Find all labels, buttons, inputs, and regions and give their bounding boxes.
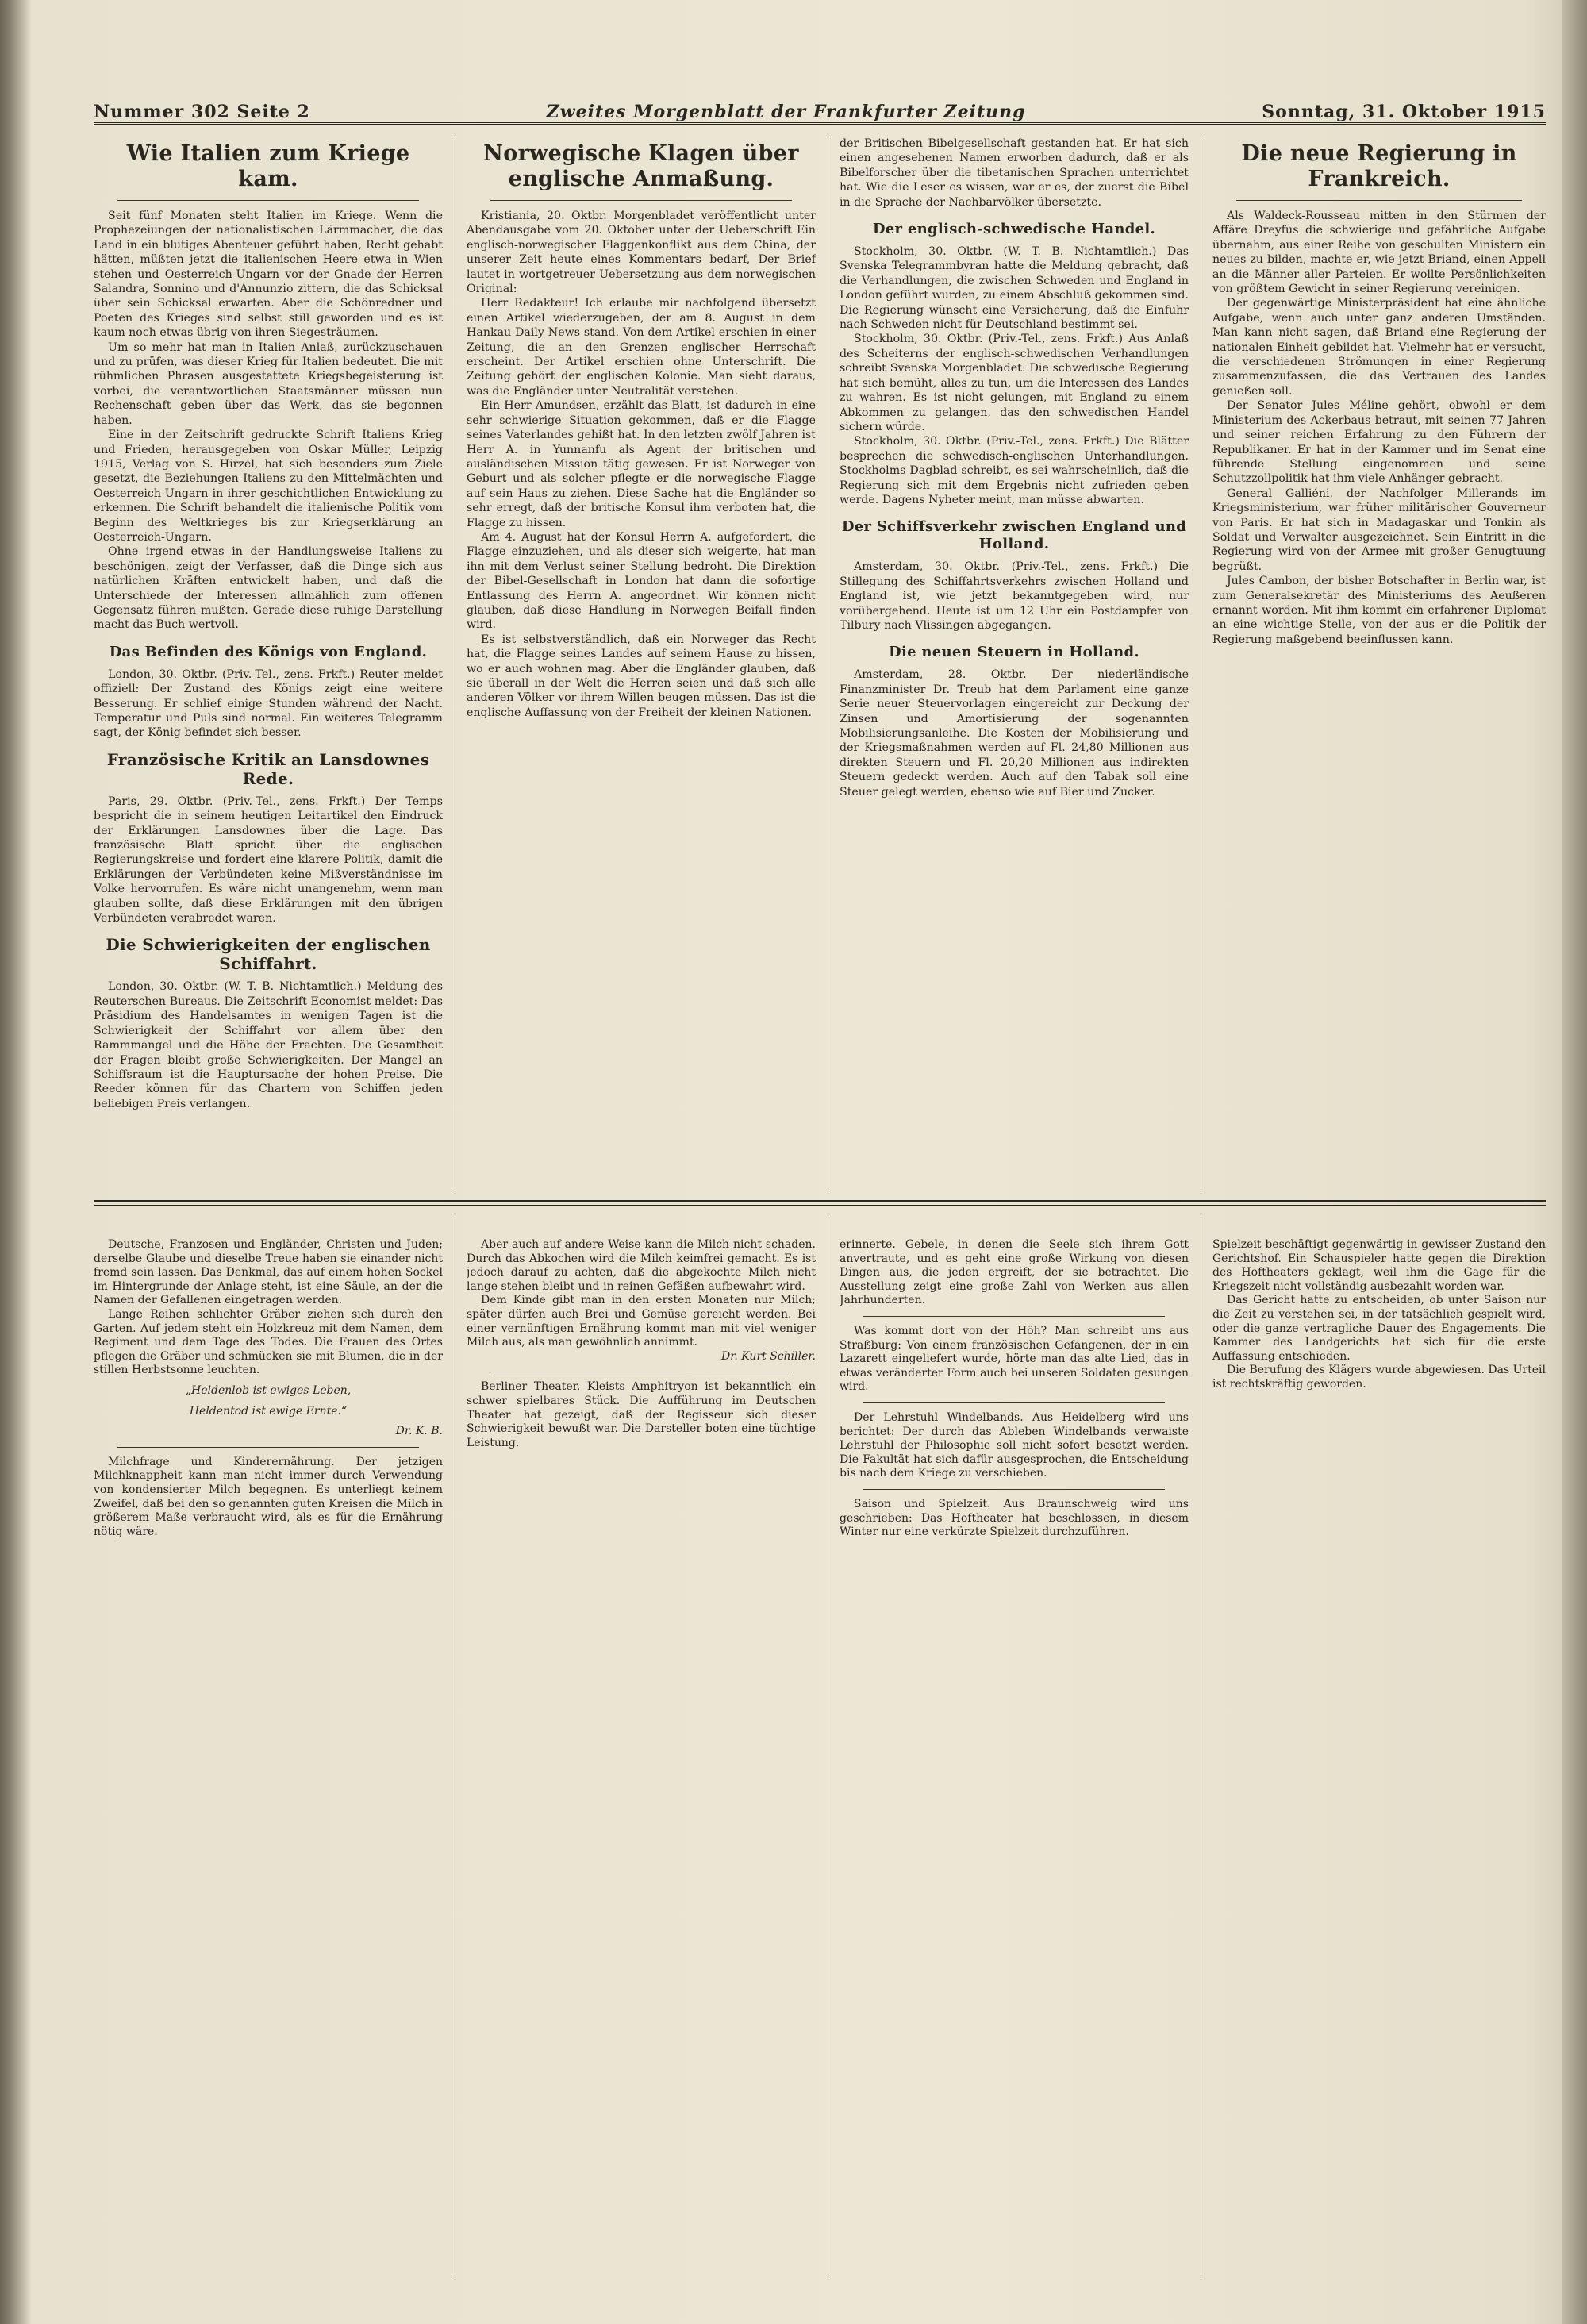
article-paragraph: Der gegenwärtige Ministerpräsident hat eine ähnliche Aufgabe, wenn auch unter ganz anderen Umständen. Man kann nicht sagen, daß Briand eine Regierung der nationalen Einheit gebildet hat. Vielmehr hat er versucht, die verschiedenen Strömungen in einer Regierung zusammenzufassen, die das Vertrauen des Landes genießen soll.: [1212, 297, 1546, 398]
verse-line: „Heldenlob ist ewiges Leben,: [185, 1383, 352, 1397]
column-3: [840, 137, 1189, 1180]
article-paragraph: London, 30. Oktbr. (Priv.-Tel., zens. Frkft.) Reuter meldet offiziell: Der Zustand des Königs zeigt eine weitere Besserung. Er schlief einige Stunden während der Nacht. Temperatur und Puls sind normal. Ein weiteres Telegramm sagt, der König befindet sich besser.: [94, 668, 443, 740]
masthead: [94, 95, 1546, 125]
subheadline-handel: Der englisch-schwedische Handel.: [872, 221, 1156, 238]
article-paragraph: Stockholm, 30. Oktbr. (W. T. B. Nichtamtlich.) Das Svenska Telegrammbyran hatte die Meldung gebracht, daß die Verhandlungen, die zwischen Schweden und England in London geführt wurden, zu einem Abschluß gekommen sind. Die Regierung wünscht eine Versicherung, daß die Einfuhr nach Schweden nicht für Deutschland bestimmt sei.: [840, 245, 1189, 332]
feuilleton-paragraph: Saison und Spielzeit. Aus Braunschweig wird uns geschrieben: Das Hoftheater hat beschlossen, in diesem Winter nur eine verkürzte Spielzeit durchzuführen.: [840, 1497, 1189, 1539]
feuilleton-paragraph: Die Berufung des Klägers wurde abgewiesen. Das Urteil ist rechtskräftig geworden.: [1212, 1364, 1546, 1391]
article-paragraph: Herr Redakteur! Ich erlaube mir nachfolgend übersetzt einen Artikel wiederzugeben, der am 8. August in dem Hankau Daily News stand. Von dem Artikel erschien in einer Zeitung, die an den Grenzen englischer Herrschaft erscheint. Der Artikel erschien ohne Unterschrift. Die Zeitung gehört der englischen Kolonie. Man sieht daraus, was die Engländer unter Neutralität verstehen.: [467, 297, 816, 398]
article-paragraph: London, 30. Oktbr. (W. T. B. Nichtamtlich.) Meldung des Reuterschen Bureaus. Die Zeitschrift Economist meldet: Das Präsidium des Handelsamtes in wenigen Tagen ist die Schwierigkeit der Schiffahrt vor allem über den Rammmangel und die Höhe der Frachten. Die Gesamtheit der Fragen bleibt große Schwierigkeiten. Der Mangel an Schiffsraum ist die Hauptursache der hohen Preise. Die Reeder können für das Chartern von Schiffen jeden beliebigen Preis verlangen.: [94, 980, 443, 1110]
column-4: [1212, 137, 1546, 1180]
feuilleton-paragraph: Milchfrage und Kinderernährung. Der jetzigen Milchknappheit kann man nicht immer durch Verwendung von kondensierter Milch begegnen. Es unterliegt keinem Zweifel, daß bei den so genannten guten Kreisen die Milch in größerem Maße verbraucht wird, als es für die Ernährung nötig wäre.: [94, 1455, 443, 1538]
newspaper-title: Zweites Morgenblatt der Frankfurter Zeitung: [546, 102, 1026, 122]
divider: [863, 1316, 1165, 1317]
article-paragraph: Amsterdam, 28. Oktbr. Der niederländische Finanzminister Dr. Treub hat dem Parlament eine ganze Serie neuer Steuervorlagen eingereicht zur Deckung der Zinsen und Amortisierung der sogenannten Mobilisierungsanleihe. Die Kosten der Mobilisierung und der Kriegsmaßnahmen werden auf Fl. 24,80 Millionen aus direkten Steuern und Fl. 20,20 Millionen aus indirekten Steuern gedeckt werden. Auch auf den Tabak soll eine Steuer gelegt werden, ebenso wie auf Bier und Zucker.: [840, 668, 1189, 798]
article-paragraph: Stockholm, 30. Oktbr. (Priv.-Tel., zens. Frkft.) Aus Anlaß des Scheiterns der englisch-schwedischen Verhandlungen schreibt Svenska Morgenbladet: Die schwedische Regierung hat sich bemüht, alles zu tun, um die Interessen des Landes zu wahren. Es ist nicht gelungen, mit England zu einem Abkommen zu gelangen, das den schwedischen Handel sichern würde.: [840, 333, 1189, 433]
feuilleton-paragraph: Deutsche, Franzosen und Engländer, Christen und Juden; derselbe Glaube und dieselbe Treue haben sie einander nicht fremd sein lassen. Das Denkmal, das auf einem hohen Sockel im Hintergrunde der Anlage steht, ist eine Säule, an der die Namen der Gefallenen eingetragen werden.: [94, 1238, 443, 1307]
divider: [117, 200, 419, 201]
headline-italien: Wie Italien zum Kriege kam.: [126, 141, 410, 191]
headline-norwegen: Norwegische Klagen über englische Anmaßung.: [483, 141, 799, 191]
article-paragraph: Als Waldeck-Rousseau mitten in den Stürmen der Affäre Dreyfus die schwierige und gefährliche Aufgabe übernahm, aus einer Reihe von geschulten Ministern ein neues zu bilden, machte er, wie jetzt Briand, einen Appell an die Männer aller Parteien. Er wollte Persönlichkeiten von größtem Gewicht in seiner Regierung vereinigen.: [1212, 210, 1546, 296]
issue-date: Sonntag, 31. Oktober 1915: [1262, 102, 1546, 122]
feuilleton-column-3: [840, 1238, 1189, 2278]
author-signature: Dr. Kurt Schiller.: [721, 1349, 816, 1363]
page-content: [94, 95, 1562, 2294]
feuilleton-column-1: [94, 1238, 443, 2278]
article-paragraph: Seit fünf Monaten steht Italien im Kriege. Wenn die Prophezeiungen der nationalistischen Lärmmacher, die das Land in ein blutiges Abenteuer geführt haben, Recht gehabt hätten, müßten jetzt die italienischen Heere etwa in Wien stehen und Oesterreich-Ungarn vor der Gnade der Herren Salandra, Sonnino und d'Annunzio zittern, die das Schicksal über sein Schicksal erwarten. Aber die Schönredner und Poeten des Krieges sind selbst still geworden und es ist kaum noch etwas übrig von ihren Siegesträumen.: [94, 210, 443, 340]
column-2: [467, 137, 816, 1180]
feuilleton-paragraph: Das Gericht hatte zu entscheiden, ob unter Saison nur die Zeit zu verstehen sei, in der tatsächlich gespielt wird, oder die ganze vertragliche Dauer des Engagements. Die Kammer des Landgerichts hat sich für die erste Auffassung entschieden.: [1212, 1294, 1546, 1363]
feuilleton-column-4: [1212, 1238, 1546, 2278]
binding-spine: [1562, 0, 1587, 2324]
article-paragraph: Amsterdam, 30. Oktbr. (Priv.-Tel., zens. Frkft.) Die Stillegung des Schiffahrtsverkehrs zwischen Holland und England ist, wie jetzt bekanntgegeben wird, nur vorübergehend. Heute ist um 12 Uhr ein Postdampfer von Tilbury nach Vlissingen abgegangen.: [840, 560, 1189, 632]
divider: [863, 1489, 1165, 1490]
divider: [863, 1402, 1165, 1403]
article-paragraph: Jules Cambon, der bisher Botschafter in Berlin war, ist zum Generalsekretär des Ministeriums des Aeußeren ernannt worden. Mit ihm kommt ein erfahrener Diplomat an eine wichtige Stelle, von der aus er die Politik der Regierung maßgebend beeinflussen kann.: [1212, 575, 1546, 646]
article-paragraph: Ohne irgend etwas in der Handlungsweise Italiens zu beschönigen, zeigt der Verfasser, daß die Dinge sich aus natürlichen Kräften entwickelt haben, und daß die Unterschiede der Interessen allmählich zum offenen Gegensatz führen mußten. Gerade diese ruhige Darstellung macht das Buch wertvoll.: [94, 545, 443, 632]
article-paragraph: Eine in der Zeitschrift gedruckte Schrift Italiens Krieg und Frieden, herausgegeben von Oskar Müller, Leipzig 1915, Verlag von S. Hirzel, hat sich besonders zum Ziele gesetzt, die Beziehungen Italiens zu den Mittelmächten und Oesterreich-Ungarn in ihrer geschichtlichen Entwicklung zu erkennen. Die Schrift behandelt die italienische Politik vom Beginn des Weltkrieges bis zur Kriegserklärung an Oesterreich-Ungarn.: [94, 429, 443, 544]
feuilleton-separator: [94, 1205, 1546, 1206]
subheadline-lansdowne: Französische Kritik an Lansdownes Rede.: [106, 749, 430, 788]
subheadline-schiffsverkehr: Der Schiffsverkehr zwischen England und Holland.: [841, 518, 1187, 553]
article-paragraph: Ein Herr Amundsen, erzählt das Blatt, ist dadurch in eine sehr schwierige Situation gekommen, daß er die Flagge seines Vaterlandes gehißt hat. In den letzten zwölf Jahren ist Herr A. in Yunnanfu als Agent der britischen und ausländischen Mission tätig gewesen. Er ist Norweger von Geburt und als solcher pflegte er die norwegische Flagge auf sein Haus zu ziehen. Diese Sache hat die Engländer so sehr erregt, daß der britische Konsul ihm verboten hat, die Flagge zu hissen.: [467, 399, 816, 529]
divider: [117, 1447, 419, 1448]
article-paragraph: Es ist selbstverständlich, daß ein Norweger das Recht hat, die Flagge seines Landes auf seinem Hause zu hissen, wo er auch wohnen mag. Aber die Engländer glauben, daß sie überall in der Welt die Herren seien und daß sich alle anderen Völker vor ihrem Willen beugen müssen. Das ist die englische Auffassung von der Freiheit der kleinen Nationen.: [467, 633, 816, 719]
divider: [1236, 200, 1522, 201]
subheadline-schiffahrt: Die Schwierigkeiten der englischen Schiffahrt.: [106, 935, 431, 974]
divider: [490, 200, 792, 201]
article-paragraph: Paris, 29. Oktbr. (Priv.-Tel., zens. Frkft.) Der Temps bespricht die in seinem heutigen Leitartikel den Eindruck der Erklärungen Lansdownes über die Lage. Das französische Blatt spricht über die englischen Regierungskreise und fordert eine klarere Politik, damit die Erklärungen der Verbündeten keine Mißverständnisse im Volke hervorrufen. Es wäre nicht unangenehm, wenn man glauben sollte, daß diese Erklärungen mit den übrigen Verbündeten verabredet waren.: [94, 795, 443, 925]
headline-frankreich: Die neue Regierung in Frankreich.: [1241, 141, 1517, 191]
verse-line: Heldentod ist ewige Ernte.“: [189, 1404, 348, 1418]
feuilleton-paragraph: Spielzeit beschäftigt gegenwärtig in gewisser Zustand den Gerichtshof. Ein Schauspieler hatte gegen die Direktion des Hoftheaters geklagt, weil ihm die Gage für die Kriegszeit nicht vollständig ausbezahlt worden war.: [1212, 1238, 1546, 1293]
article-paragraph: Stockholm, 30. Oktbr. (Priv.-Tel., zens. Frkft.) Die Blätter besprechen die schwedisch-englischen Unterhandlungen. Stockholms Dagblad schreibt, es sei wahrscheinlich, daß die Regierung sich mit dem Ergebnis nicht zufrieden geben werde. Dagens Nyheter meint, man müsse abwarten.: [840, 435, 1189, 506]
article-paragraph: Am 4. August hat der Konsul Herrn A. aufgefordert, die Flagge einzuziehen, und als dieser sich weigerte, hat man ihn mit dem Verlust seiner Stellung bedroht. Die Direktion der Bibel-Gesellschaft in London hat dann die sofortige Entlassung des Herrn A. angeordnet. Wir können nicht glauben, daß diese Handlung in Norwegen Beifall finden wird.: [467, 530, 816, 632]
subheadline-koenig: Das Befinden des Königs von England.: [109, 643, 428, 660]
feuilleton-paragraph: Lange Reihen schlichter Gräber ziehen sich durch den Garten. Auf jedem steht ein Holzkreuz mit dem Namen, dem Regiment und dem Tage des Todes. Die Frauen des Ortes pflegen die Gräber und schmücken sie mit Blumen, die in der stillen Herbstsonne leuchten.: [94, 1307, 443, 1377]
feuilleton-paragraph: Dem Kinde gibt man in den ersten Monaten nur Milch; später dürfen auch Brei und Gemüse gereicht werden. Bei einer vernünftigen Ernährung kommt man mit viel weniger Milch aus, als man gewöhnlich annimmt.: [467, 1294, 816, 1349]
feuilleton-separator: [94, 1200, 1546, 1202]
subheadline-steuern: Die neuen Steuern in Holland.: [889, 644, 1139, 661]
column-1: [94, 137, 443, 1180]
feuilleton-paragraph: Was kommt dort von der Höh? Man schreibt uns aus Straßburg: Von einem französischen Gefangenen, der in ein Lazarett eingeliefert wurde, hörte man das alte Lied, das in etwas veränderter Form auch bei unseren Soldaten gesungen wird.: [840, 1324, 1189, 1394]
article-paragraph: Der Senator Jules Méline gehört, obwohl er dem Ministerium des Ackerbaus betraut, mit seinen 77 Jahren und seiner reichen Erfahrung zu den Führern der Republikaner. Er hat in der Kammer und im Senat eine führende Stellung eingenommen und seine Schutzzollpolitik hat ihm viele Anhänger gebracht.: [1212, 399, 1546, 486]
feuilleton-paragraph: Berliner Theater. Kleists Amphitryon ist bekanntlich ein schwer spielbares Stück. Die Aufführung im Deutschen Theater hat gezeigt, daß der Regisseur sich dieser Schwierigkeit bewußt war. Die Darsteller boten eine tüchtige Leistung.: [467, 1380, 816, 1449]
feuilleton-paragraph: Der Lehrstuhl Windelbands. Aus Heidelberg wird uns berichtet: Der durch das Ableben Windelbands verwaiste Lehrstuhl der Philosophie soll nicht sofort besetzt werden. Die Fakultät hat sich dafür ausgesprochen, die Entscheidung bis nach dem Kriege zu verschieben.: [840, 1410, 1189, 1480]
page-number: Nummer 302 Seite 2: [94, 102, 310, 122]
article-paragraph: Um so mehr hat man in Italien Anlaß, zurückzuschauen und zu prüfen, was dieser Krieg für Italien bedeutet. Die mit rühmlichen Phrasen ausgestattete Kriegsbegeisterung ist vorbei, die verantwortlichen Staatsmänner müssen nun Rechenschaft geben über das Werk, das sie begonnen haben.: [94, 341, 443, 427]
feuilleton-column-2: [467, 1238, 816, 2278]
article-paragraph: der Britischen Bibelgesellschaft gestanden hat. Er hat sich einen angesehenen Namen erworben dadurch, daß er als Bibelforscher über die tibetanischen Sprachen unterrichtet hat. Wie die Leser es wissen, war er es, der zuerst die Bibel in die Sprache der Nachbarvölker übersetzte.: [840, 137, 1189, 209]
feuilleton-paragraph: erinnerte. Gebele, in denen die Seele sich ihrem Gott anvertraute, und es geht eine große Wirkung von diesen Dingen aus, die jeden ergreift, der sie betrachtet. Die Ausstellung zeigt eine große Zahl von Werken aus allen Jahrhunderten.: [840, 1238, 1189, 1307]
author-signature: Dr. K. B.: [395, 1425, 443, 1438]
article-paragraph: General Galliéni, der Nachfolger Millerands im Kriegsministerium, war früher militärischer Gouverneur von Paris. Er hat sich in Madagaskar und Tonkin als Soldat und Verwalter ausgezeichnet. Sein Eintritt in die Regierung wird von der Armee mit großer Genugtuung begrüßt.: [1212, 487, 1546, 573]
feuilleton-paragraph: Aber auch auf andere Weise kann die Milch nicht schaden. Durch das Abkochen wird die Milch keimfrei gemacht. Es ist jedoch darauf zu achten, daß die abgekochte Milch nicht lange stehen bleibt und in reinen Gefäßen aufbewahrt wird.: [467, 1238, 816, 1293]
article-paragraph: Kristiania, 20. Oktbr. Morgenbladet veröffentlicht unter Abendausgabe vom 20. Oktober unter der Ueberschrift Ein englisch-norwegischer Flaggenkonflikt aus dem China, der unserer Zeit heute eines Kommentars bedarf, Der Brief lautet in wortgetreuer Uebersetzung aus dem norwegischen Original:: [467, 210, 816, 296]
